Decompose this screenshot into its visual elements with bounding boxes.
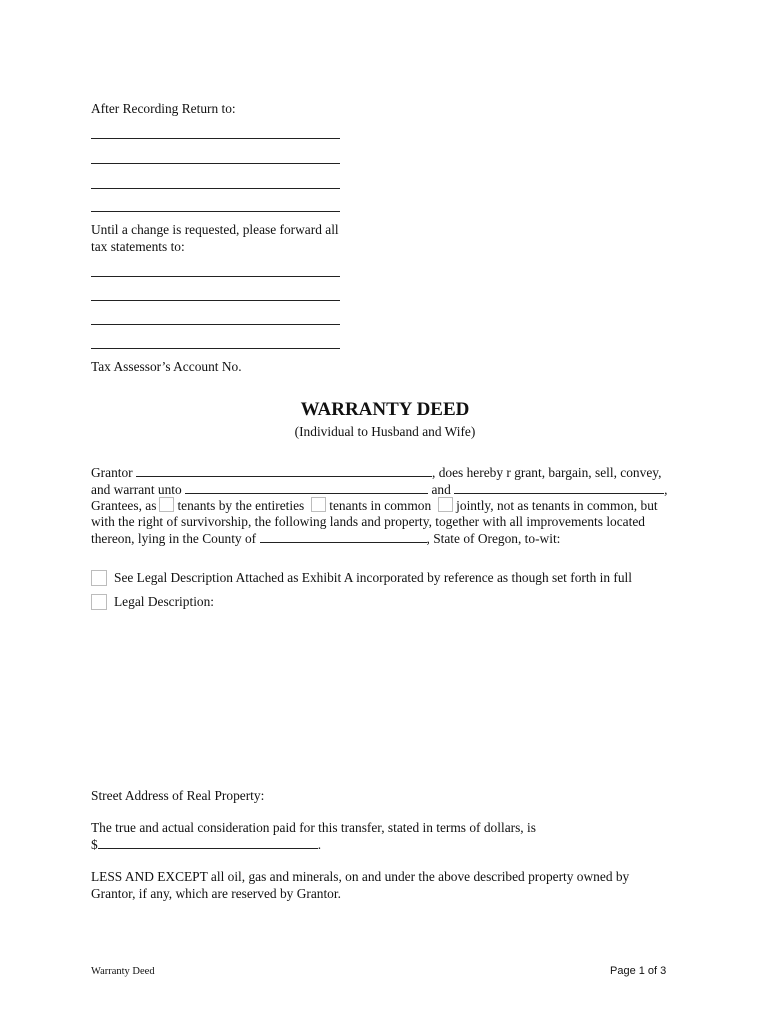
- exhibit-label: See Legal Description Attached as Exhibit A incorporated by reference as though set forth in full: [114, 570, 632, 585]
- consideration-line: [91, 836, 321, 854]
- consideration-text: The true and actual consideration paid for this transfer, stated in terms of dollars, is: [91, 820, 536, 835]
- county-label: thereon, lying in the County of: [91, 531, 257, 546]
- county-line: [91, 530, 560, 548]
- tax-line-3[interactable]: [91, 324, 340, 325]
- street-address-label: Street Address of Real Property:: [91, 788, 265, 803]
- common-checkbox[interactable]: [311, 497, 326, 512]
- consideration-amount-field[interactable]: [98, 836, 318, 849]
- and-label: and: [431, 482, 451, 497]
- grantor-line: [91, 464, 661, 482]
- account-no-label: Tax Assessor’s Account No.: [91, 359, 242, 374]
- page-number: Page 1 of 3: [610, 965, 667, 977]
- grantees-line: [91, 497, 658, 515]
- warrant-label: and warrant unto: [91, 482, 182, 497]
- tax-line-4[interactable]: [91, 348, 340, 349]
- return-to-label: After Recording Return to:: [91, 101, 236, 116]
- return-to-line-1[interactable]: [91, 138, 340, 139]
- grantor-name-field[interactable]: [136, 464, 432, 477]
- survivorship-text: with the right of survivorship, the following lands and property, together with all improvements located: [91, 514, 645, 529]
- return-to-line-2[interactable]: [91, 163, 340, 164]
- tax-forward-label-2: tax statements to:: [91, 239, 185, 254]
- grantee-1-field[interactable]: [185, 481, 428, 494]
- tax-line-2[interactable]: [91, 300, 340, 301]
- comma: ,: [664, 482, 668, 497]
- tax-line-1[interactable]: [91, 276, 340, 277]
- period: .: [317, 837, 322, 852]
- county-field[interactable]: [260, 530, 427, 543]
- less-except-line-2: Grantor, if any, which are reserved by Grantor.: [91, 886, 341, 901]
- return-to-line-4[interactable]: [91, 211, 340, 212]
- jointly-checkbox[interactable]: [438, 497, 453, 512]
- dollar-sign: $: [91, 837, 98, 852]
- footer-title: Warranty Deed: [91, 966, 155, 977]
- warrant-line: [91, 481, 668, 499]
- page-title: WARRANTY DEED: [300, 399, 470, 420]
- common-label: tenants in common: [329, 498, 432, 513]
- exhibit-checkbox[interactable]: [91, 570, 107, 586]
- county-tail: , State of Oregon, to-wit:: [426, 531, 561, 546]
- grantor-tail: , does hereby r grant, bargain, sell, convey,: [432, 465, 662, 480]
- legal-description-checkbox[interactable]: [91, 594, 107, 610]
- entireties-checkbox[interactable]: [159, 497, 174, 512]
- return-to-line-3[interactable]: [91, 188, 340, 189]
- less-except-line-1: LESS AND EXCEPT all oil, gas and minerals, on and under the above described property owned by: [91, 869, 630, 884]
- grantees-label: Grantees, as: [91, 498, 157, 513]
- jointly-label: jointly, not as tenants in common, but: [456, 498, 658, 513]
- page-subtitle: (Individual to Husband and Wife): [294, 424, 476, 439]
- tax-forward-label-1: Until a change is requested, please forward all: [91, 222, 339, 237]
- grantor-label: Grantor: [91, 465, 133, 480]
- grantee-2-field[interactable]: [454, 481, 664, 494]
- legal-description-label: Legal Description:: [114, 594, 215, 609]
- entireties-label: tenants by the entireties: [177, 498, 305, 513]
